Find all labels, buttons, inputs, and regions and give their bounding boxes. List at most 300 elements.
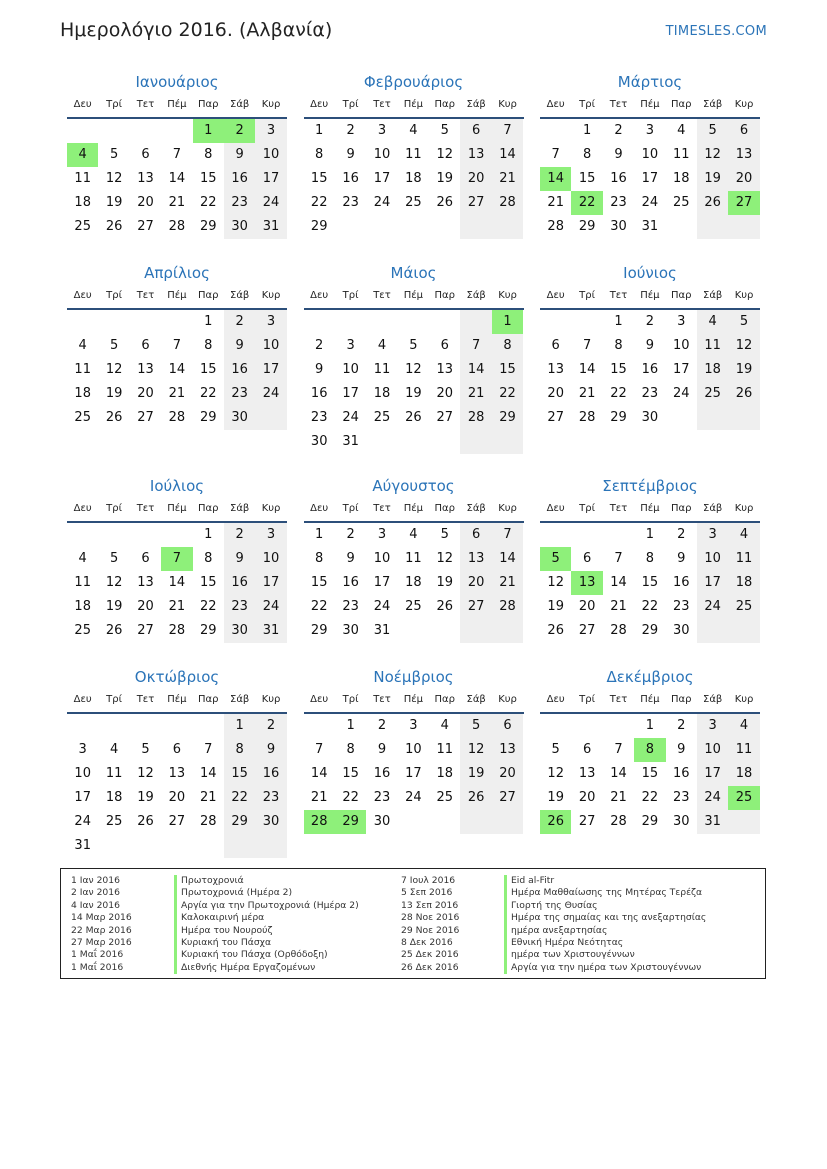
day-cell: 18 xyxy=(697,358,728,382)
day-cell: 21 xyxy=(610,790,627,805)
empty-day-cell xyxy=(540,714,571,738)
holiday-day-cell: 2 xyxy=(224,119,255,143)
month-calendar xyxy=(67,476,287,667)
day-cell: 9 xyxy=(614,147,623,162)
weekday-label: Δευ xyxy=(310,694,329,705)
weekday-label: Δευ xyxy=(310,503,329,514)
day-cell: 5 xyxy=(460,714,491,738)
weekday-header xyxy=(304,497,524,523)
day-cell: 27 xyxy=(436,410,454,425)
day-cell: 24 xyxy=(697,786,728,810)
day-cell: 8 xyxy=(204,551,213,566)
day-cell: 27 xyxy=(460,191,491,215)
day-cell: 14 xyxy=(168,575,186,590)
day-cell: 24 xyxy=(373,195,391,210)
weekday-header xyxy=(540,688,760,714)
day-cell: 29 xyxy=(578,219,596,234)
month-name: Σεπτέμβριος xyxy=(602,477,698,495)
day-cell: 8 xyxy=(224,738,255,762)
day-cell: 30 xyxy=(255,810,286,834)
month-calendar xyxy=(304,72,524,263)
day-cell: 18 xyxy=(74,386,91,401)
day-cell: 24 xyxy=(342,410,359,425)
empty-day-cell xyxy=(540,523,571,547)
weekday-header xyxy=(304,688,524,714)
day-cell: 8 xyxy=(492,334,523,358)
day-cell: 17 xyxy=(342,386,359,401)
day-cell: 16 xyxy=(224,358,255,382)
weekday-label: Τρί xyxy=(579,694,595,705)
day-cell: 23 xyxy=(342,599,359,614)
empty-day-cell xyxy=(728,215,759,239)
day-grid xyxy=(304,310,524,454)
empty-day-cell xyxy=(335,215,366,239)
weekday-label: Τετ xyxy=(373,694,391,705)
day-cell: 28 xyxy=(578,410,596,425)
day-cell: 20 xyxy=(137,599,154,614)
empty-day-cell xyxy=(130,119,161,143)
empty-day-cell xyxy=(193,714,224,738)
day-cell: 28 xyxy=(547,219,564,234)
holiday-day-cell: 29 xyxy=(335,810,366,834)
weekday-label: Σάβ xyxy=(230,503,250,514)
day-cell: 1 xyxy=(204,314,213,329)
day-cell: 5 xyxy=(141,742,150,757)
month-name: Ιούνιος xyxy=(623,264,677,282)
day-cell: 30 xyxy=(672,623,690,638)
weekday-label: Παρ xyxy=(434,290,455,301)
day-cell: 25 xyxy=(105,814,123,829)
day-cell: 10 xyxy=(373,551,391,566)
day-cell: 10 xyxy=(697,547,728,571)
day-cell: 27 xyxy=(168,814,186,829)
day-cell: 18 xyxy=(74,599,91,614)
day-cell: 23 xyxy=(672,790,690,805)
weekday-label: Τρί xyxy=(579,290,595,301)
day-cell: 26 xyxy=(105,410,123,425)
day-cell: 12 xyxy=(405,362,422,377)
day-cell: 3 xyxy=(255,523,286,547)
weekday-label: Σάβ xyxy=(703,99,723,110)
weekday-label: Τετ xyxy=(609,290,628,301)
day-cell: 2 xyxy=(377,718,387,733)
day-cell: 13 xyxy=(547,362,564,377)
weekday-label: Σάβ xyxy=(466,694,486,705)
empty-day-cell xyxy=(460,215,491,239)
weekday-label: Παρ xyxy=(434,99,455,110)
day-cell: 16 xyxy=(342,575,359,590)
weekday-label: Πέμ xyxy=(403,503,424,514)
day-cell: 11 xyxy=(728,547,759,571)
empty-day-cell xyxy=(571,523,602,547)
day-cell: 10 xyxy=(405,742,422,757)
holiday-date: 13 Σεπ 2016 xyxy=(401,899,459,911)
day-cell: 26 xyxy=(436,195,454,210)
day-cell: 23 xyxy=(672,599,690,614)
day-cell: 14 xyxy=(610,575,627,590)
day-cell: 13 xyxy=(492,738,523,762)
holiday-date: 5 Σεπ 2016 xyxy=(401,887,453,899)
empty-day-cell xyxy=(255,406,286,430)
day-cell: 8 xyxy=(315,551,324,566)
empty-day-cell xyxy=(161,523,192,547)
day-cell: 11 xyxy=(74,575,91,590)
day-cell: 22 xyxy=(610,386,627,401)
day-cell: 1 xyxy=(645,718,654,733)
day-grid xyxy=(67,119,287,239)
day-cell: 27 xyxy=(578,623,596,638)
empty-day-cell xyxy=(98,714,129,738)
day-cell: 28 xyxy=(168,623,186,638)
day-cell: 25 xyxy=(74,623,91,638)
weekday-label: Σάβ xyxy=(230,290,250,301)
day-cell: 22 xyxy=(224,786,255,810)
weekday-label: Παρ xyxy=(198,290,219,301)
day-cell: 1 xyxy=(204,527,213,542)
weekday-label: Δευ xyxy=(73,290,92,301)
day-cell: 25 xyxy=(697,382,728,406)
day-cell: 24 xyxy=(255,382,286,406)
day-cell: 17 xyxy=(255,571,286,595)
day-cell: 22 xyxy=(492,382,523,406)
day-cell: 3 xyxy=(255,119,286,143)
weekday-label: Τρί xyxy=(342,99,359,110)
day-cell: 31 xyxy=(255,619,286,643)
day-cell: 25 xyxy=(74,410,91,425)
day-cell: 18 xyxy=(373,386,391,401)
day-cell: 5 xyxy=(109,551,119,566)
empty-day-cell xyxy=(335,310,366,334)
day-cell: 14 xyxy=(168,362,186,377)
day-cell: 6 xyxy=(582,551,592,566)
empty-day-cell xyxy=(460,430,491,454)
day-cell: 26 xyxy=(436,599,454,614)
empty-day-cell xyxy=(98,119,129,143)
day-cell: 19 xyxy=(547,790,564,805)
empty-day-cell xyxy=(728,619,759,643)
day-cell: 29 xyxy=(610,410,627,425)
day-cell: 24 xyxy=(255,191,286,215)
day-cell: 10 xyxy=(342,362,359,377)
weekday-label: Πέμ xyxy=(403,290,424,301)
month-calendar xyxy=(67,667,287,880)
holiday-date: 26 Δεκ 2016 xyxy=(401,961,459,973)
day-cell: 1 xyxy=(582,123,592,138)
day-cell: 5 xyxy=(697,119,728,143)
weekday-header xyxy=(540,497,760,523)
holiday-name: Πρωτοχρονιά xyxy=(174,875,359,887)
empty-day-cell xyxy=(161,310,192,334)
day-cell: 30 xyxy=(224,406,255,430)
day-cell: 26 xyxy=(460,786,491,810)
empty-day-cell xyxy=(67,523,98,547)
day-cell: 12 xyxy=(105,362,123,377)
holiday-day-cell: 8 xyxy=(634,738,665,762)
day-cell: 6 xyxy=(582,742,592,757)
month-calendar xyxy=(540,476,760,667)
day-cell: 6 xyxy=(551,338,560,353)
month-calendar xyxy=(540,263,760,454)
holiday-name: Ημέρα Μαθθαίωσης της Μητέρας Τερέζα xyxy=(504,887,706,899)
day-cell: 14 xyxy=(310,766,328,781)
day-cell: 19 xyxy=(105,386,123,401)
weekday-label: Τρί xyxy=(342,503,359,514)
weekday-label: Πέμ xyxy=(640,99,660,110)
day-cell: 1 xyxy=(315,123,324,138)
empty-day-cell xyxy=(398,430,429,454)
empty-day-cell xyxy=(224,834,255,858)
day-cell: 20 xyxy=(492,762,523,786)
day-grid xyxy=(540,310,760,430)
weekday-label: Σάβ xyxy=(703,503,723,514)
day-cell: 22 xyxy=(199,195,217,210)
day-cell: 24 xyxy=(697,595,728,619)
day-cell: 6 xyxy=(492,714,523,738)
day-cell: 9 xyxy=(377,742,387,757)
day-cell: 21 xyxy=(610,599,627,614)
day-cell: 16 xyxy=(373,766,391,781)
weekday-label: Δευ xyxy=(546,694,565,705)
holiday-day-cell: 22 xyxy=(571,191,602,215)
weekday-label: Παρ xyxy=(434,694,455,705)
day-cell: 3 xyxy=(377,123,387,138)
day-cell: 8 xyxy=(614,338,623,353)
empty-day-cell xyxy=(492,810,523,834)
day-cell: 14 xyxy=(578,362,596,377)
empty-day-cell xyxy=(67,714,98,738)
holiday-date: 8 Δεκ 2016 xyxy=(401,936,453,948)
day-cell: 8 xyxy=(346,742,355,757)
day-cell: 11 xyxy=(436,742,454,757)
holiday-name: Κυριακή του Πάσχα (Ορθόδοξη) xyxy=(174,949,359,961)
weekday-label: Κυρ xyxy=(734,694,754,705)
empty-day-cell xyxy=(571,714,602,738)
day-cell: 11 xyxy=(74,171,91,186)
weekday-label: Κυρ xyxy=(261,503,281,514)
weekday-label: Πέμ xyxy=(640,503,660,514)
empty-day-cell xyxy=(98,310,129,334)
day-cell: 23 xyxy=(255,786,286,810)
month-calendar xyxy=(304,263,524,476)
day-cell: 12 xyxy=(436,551,454,566)
day-cell: 9 xyxy=(645,338,654,353)
day-cell: 28 xyxy=(492,595,523,619)
day-cell: 22 xyxy=(641,790,659,805)
day-cell: 9 xyxy=(677,742,686,757)
month-calendar xyxy=(304,476,524,667)
day-cell: 25 xyxy=(74,219,91,234)
day-cell: 4 xyxy=(409,527,418,542)
day-cell: 16 xyxy=(224,571,255,595)
holiday-date: 25 Δεκ 2016 xyxy=(401,949,459,961)
month-calendar xyxy=(67,263,287,454)
day-cell: 27 xyxy=(137,623,154,638)
day-cell: 27 xyxy=(460,595,491,619)
day-cell: 20 xyxy=(460,571,491,595)
weekday-header xyxy=(67,93,287,119)
day-grid xyxy=(540,714,760,834)
day-cell: 27 xyxy=(137,410,154,425)
day-cell: 4 xyxy=(728,523,759,547)
day-cell: 4 xyxy=(677,123,686,138)
day-cell: 1 xyxy=(346,718,355,733)
weekday-label: Τετ xyxy=(373,99,391,110)
day-cell: 29 xyxy=(492,406,523,430)
day-cell: 18 xyxy=(405,171,422,186)
day-cell: 21 xyxy=(168,386,186,401)
day-grid xyxy=(304,714,524,834)
holiday-date: 14 Μαρ 2016 xyxy=(71,912,132,924)
day-cell: 7 xyxy=(614,551,623,566)
day-cell: 30 xyxy=(310,434,328,449)
day-cell: 28 xyxy=(610,814,627,829)
day-cell: 16 xyxy=(610,171,627,186)
holiday-day-cell: 1 xyxy=(492,310,523,334)
weekday-label: Δευ xyxy=(310,99,329,110)
day-cell: 6 xyxy=(460,119,491,143)
weekday-label: Τετ xyxy=(373,290,391,301)
day-cell: 9 xyxy=(346,147,355,162)
weekday-label: Πέμ xyxy=(403,99,424,110)
weekday-header xyxy=(67,497,287,523)
empty-day-cell xyxy=(429,810,460,834)
day-cell: 2 xyxy=(255,714,286,738)
empty-day-cell xyxy=(429,310,460,334)
day-cell: 28 xyxy=(199,814,217,829)
weekday-label: Πέμ xyxy=(640,694,660,705)
empty-day-cell xyxy=(130,834,161,858)
holiday-date: 28 Νοε 2016 xyxy=(401,912,460,924)
weekday-label: Παρ xyxy=(198,99,219,110)
day-cell: 9 xyxy=(346,551,355,566)
day-cell: 11 xyxy=(74,362,91,377)
day-cell: 15 xyxy=(610,362,627,377)
day-cell: 23 xyxy=(373,790,391,805)
day-cell: 10 xyxy=(74,766,91,781)
brand-link[interactable]: TIMESLES.COM xyxy=(665,24,767,39)
day-cell: 3 xyxy=(255,310,286,334)
day-cell: 16 xyxy=(672,766,690,781)
weekday-label: Τρί xyxy=(106,503,122,514)
day-cell: 19 xyxy=(105,599,123,614)
weekday-label: Κυρ xyxy=(498,99,517,110)
holiday-day-cell: 27 xyxy=(728,191,759,215)
day-cell: 25 xyxy=(728,595,759,619)
holiday-name: Αργία για την ημέρα των Χριστουγέννων xyxy=(504,962,706,974)
day-grid xyxy=(540,523,760,643)
month-name: Απρίλιος xyxy=(144,264,210,282)
weekday-label: Δευ xyxy=(73,694,92,705)
day-cell: 2 xyxy=(645,314,654,329)
day-cell: 9 xyxy=(315,362,324,377)
page-title: Ημερολόγιο 2016. (Αλβανία) xyxy=(60,19,333,41)
day-cell: 29 xyxy=(641,623,659,638)
day-cell: 22 xyxy=(310,599,328,614)
day-cell: 5 xyxy=(109,147,119,162)
day-cell: 10 xyxy=(255,547,286,571)
day-cell: 15 xyxy=(641,575,659,590)
holiday-date: 2 Ιαν 2016 xyxy=(71,887,120,899)
day-cell: 10 xyxy=(641,147,659,162)
day-grid xyxy=(67,310,287,430)
day-cell: 28 xyxy=(610,623,627,638)
day-cell: 17 xyxy=(697,571,728,595)
day-cell: 28 xyxy=(168,219,186,234)
day-cell: 28 xyxy=(492,191,523,215)
day-cell: 16 xyxy=(310,386,328,401)
day-cell: 14 xyxy=(492,143,523,167)
day-cell: 19 xyxy=(137,790,154,805)
day-cell: 1 xyxy=(614,314,623,329)
day-cell: 14 xyxy=(610,766,627,781)
empty-day-cell xyxy=(130,310,161,334)
day-cell: 11 xyxy=(672,147,690,162)
day-cell: 2 xyxy=(346,123,355,138)
weekday-header xyxy=(304,93,524,119)
day-cell: 19 xyxy=(105,195,123,210)
day-cell: 4 xyxy=(697,310,728,334)
day-cell: 22 xyxy=(199,599,217,614)
day-cell: 15 xyxy=(578,171,596,186)
day-cell: 26 xyxy=(137,814,154,829)
empty-day-cell xyxy=(161,834,192,858)
day-cell: 24 xyxy=(373,599,391,614)
weekday-label: Πέμ xyxy=(403,694,424,705)
day-cell: 5 xyxy=(728,310,759,334)
day-cell: 2 xyxy=(315,338,324,353)
day-cell: 25 xyxy=(436,790,454,805)
day-cell: 11 xyxy=(105,766,123,781)
weekday-header xyxy=(540,93,760,119)
day-cell: 2 xyxy=(677,527,686,542)
weekday-label: Πέμ xyxy=(167,694,187,705)
day-cell: 15 xyxy=(492,358,523,382)
day-cell: 15 xyxy=(224,762,255,786)
month-name: Ιούλιος xyxy=(149,477,205,495)
holiday-day-cell: 1 xyxy=(193,119,224,143)
holiday-name: Κυριακή του Πάσχα xyxy=(174,937,359,949)
day-cell: 21 xyxy=(492,571,523,595)
day-cell: 4 xyxy=(109,742,119,757)
day-cell: 26 xyxy=(105,623,123,638)
weekday-label: Δευ xyxy=(546,290,565,301)
day-cell: 2 xyxy=(346,527,355,542)
day-cell: 23 xyxy=(224,595,255,619)
day-cell: 7 xyxy=(614,742,623,757)
day-cell: 29 xyxy=(199,219,217,234)
day-cell: 29 xyxy=(641,814,659,829)
day-cell: 9 xyxy=(224,547,255,571)
weekday-label: Σάβ xyxy=(466,503,486,514)
weekday-label: Τετ xyxy=(373,503,391,514)
day-cell: 18 xyxy=(105,790,123,805)
day-cell: 5 xyxy=(409,338,418,353)
day-cell: 12 xyxy=(137,766,154,781)
day-cell: 15 xyxy=(310,171,328,186)
day-cell: 21 xyxy=(492,167,523,191)
day-cell: 16 xyxy=(641,362,659,377)
day-cell: 7 xyxy=(172,338,181,353)
day-cell: 13 xyxy=(137,171,154,186)
day-cell: 4 xyxy=(409,123,418,138)
day-cell: 3 xyxy=(677,314,686,329)
day-cell: 12 xyxy=(547,575,564,590)
day-cell: 15 xyxy=(199,362,217,377)
weekday-label: Σάβ xyxy=(466,99,486,110)
day-cell: 5 xyxy=(440,123,449,138)
day-cell: 8 xyxy=(582,147,592,162)
weekday-label: Παρ xyxy=(671,694,692,705)
